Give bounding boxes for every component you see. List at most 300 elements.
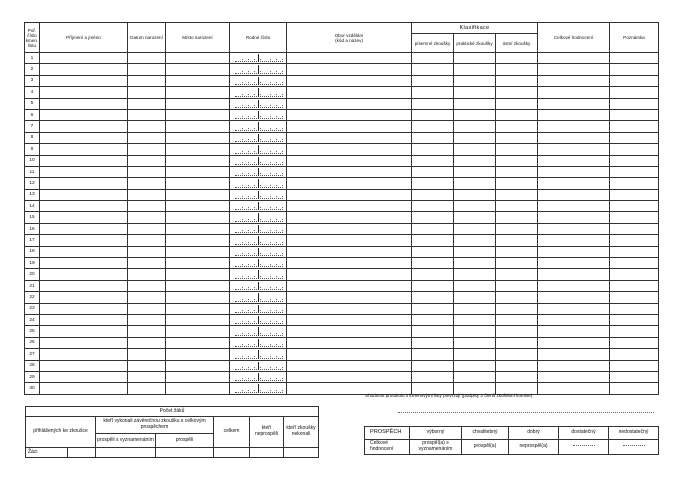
table-cell xyxy=(166,178,230,189)
table-cell xyxy=(610,223,659,234)
table-cell xyxy=(538,189,610,200)
table-cell xyxy=(166,326,230,337)
table-cell xyxy=(40,64,128,75)
table-cell xyxy=(40,178,128,189)
table-cell xyxy=(166,258,230,269)
table-cell xyxy=(496,235,538,246)
birth-number-cell xyxy=(230,371,287,382)
table-cell xyxy=(166,166,230,177)
table-cell xyxy=(538,292,610,303)
table-cell xyxy=(610,53,659,64)
header-passed: prospěli xyxy=(156,434,214,448)
table-cell xyxy=(538,155,610,166)
header-place-of-birth: Místo narození xyxy=(166,23,230,53)
table-cell xyxy=(454,155,496,166)
cell-empty xyxy=(214,448,250,458)
birth-number-cell xyxy=(230,75,287,86)
table-cell xyxy=(412,212,454,223)
table-cell xyxy=(538,303,610,314)
table-cell xyxy=(166,223,230,234)
table-row xyxy=(25,235,659,246)
row-number: 30 xyxy=(25,383,40,394)
table-cell xyxy=(454,360,496,371)
table-cell xyxy=(128,121,166,132)
table-row xyxy=(25,64,659,75)
table-row xyxy=(25,303,659,314)
table-row xyxy=(25,75,659,86)
table-cell xyxy=(454,75,496,86)
table-cell xyxy=(128,269,166,280)
table-cell xyxy=(454,349,496,360)
table-cell xyxy=(287,235,412,246)
row-number: 8 xyxy=(25,132,40,143)
table-cell xyxy=(454,235,496,246)
table-cell xyxy=(166,349,230,360)
cell-empty xyxy=(96,448,156,458)
table-cell xyxy=(287,201,412,212)
table-cell xyxy=(538,98,610,109)
table-cell xyxy=(166,132,230,143)
table-row xyxy=(25,189,659,200)
table-cell xyxy=(128,383,166,394)
header-field-title: Obor vzdělání xyxy=(334,32,364,38)
header-note: Poznámka xyxy=(610,23,659,53)
table-cell xyxy=(496,292,538,303)
table-cell xyxy=(454,121,496,132)
table-cell xyxy=(538,360,610,371)
table-cell xyxy=(454,337,496,348)
birth-number-cell xyxy=(230,314,287,325)
table-cell xyxy=(166,280,230,291)
row-label-pupils: Žáci xyxy=(26,448,68,458)
table-cell xyxy=(40,326,128,337)
table-cell xyxy=(287,75,412,86)
table-cell xyxy=(610,235,659,246)
table-row xyxy=(25,132,659,143)
table-cell xyxy=(128,371,166,382)
header-row-number: Poř. číslo kmen. listu xyxy=(25,23,40,53)
table-cell xyxy=(128,360,166,371)
table-cell xyxy=(287,64,412,75)
table-cell xyxy=(538,383,610,394)
table-cell xyxy=(287,166,412,177)
table-cell xyxy=(412,314,454,325)
table-cell xyxy=(40,223,128,234)
table-cell xyxy=(412,64,454,75)
header-surname: Příjmení a jméno xyxy=(40,23,128,53)
table-cell xyxy=(128,223,166,234)
table-cell xyxy=(128,303,166,314)
header-field-of-study xyxy=(287,23,412,53)
table-cell xyxy=(40,212,128,223)
header-total: celkem xyxy=(214,417,250,448)
table-cell xyxy=(412,98,454,109)
table-cell xyxy=(454,64,496,75)
table-cell xyxy=(287,360,412,371)
table-cell xyxy=(287,258,412,269)
birth-number-cell xyxy=(230,212,287,223)
table-cell xyxy=(538,64,610,75)
table-cell xyxy=(166,246,230,257)
table-cell xyxy=(412,360,454,371)
table-cell xyxy=(128,337,166,348)
table-cell xyxy=(454,87,496,98)
table-cell xyxy=(128,235,166,246)
table-cell xyxy=(166,371,230,382)
row-number: 26 xyxy=(25,337,40,348)
table-cell xyxy=(538,201,610,212)
table-row xyxy=(25,166,659,177)
row-number: 18 xyxy=(25,246,40,257)
table-cell xyxy=(412,269,454,280)
table-cell xyxy=(412,258,454,269)
birth-number-cell xyxy=(230,269,287,280)
table-cell xyxy=(128,280,166,291)
table-cell xyxy=(40,235,128,246)
table-cell xyxy=(287,337,412,348)
table-row xyxy=(25,337,659,348)
table-row xyxy=(25,178,659,189)
grade-chvalitebny: chvalitebný xyxy=(462,427,509,440)
pupil-count-table xyxy=(25,406,319,458)
table-cell xyxy=(538,212,610,223)
grade-dostatecny: dostatečný xyxy=(559,427,609,440)
table-cell xyxy=(496,109,538,120)
birth-number-cell xyxy=(230,223,287,234)
table-cell xyxy=(128,53,166,64)
table-cell xyxy=(412,132,454,143)
table-cell xyxy=(610,349,659,360)
table-cell xyxy=(496,371,538,382)
table-cell xyxy=(454,303,496,314)
table-cell xyxy=(610,132,659,143)
row-number: 27 xyxy=(25,349,40,360)
cell-empty xyxy=(284,448,319,458)
header-registered: přihlášených ke zkoušce xyxy=(26,417,96,448)
table-cell xyxy=(454,280,496,291)
table-cell xyxy=(538,246,610,257)
table-cell xyxy=(412,246,454,257)
table-cell xyxy=(496,314,538,325)
table-row xyxy=(25,269,659,280)
table-cell xyxy=(166,121,230,132)
table-cell xyxy=(166,53,230,64)
table-cell xyxy=(496,326,538,337)
table-cell xyxy=(412,201,454,212)
table-cell xyxy=(610,258,659,269)
table-row xyxy=(25,280,659,291)
table-cell xyxy=(538,144,610,155)
grade-nedostatecny: nedostatečný xyxy=(609,427,659,440)
table-cell xyxy=(454,292,496,303)
table-cell xyxy=(538,109,610,120)
birth-number-cell xyxy=(230,235,287,246)
table-cell xyxy=(40,280,128,291)
table-cell xyxy=(287,314,412,325)
table-cell xyxy=(287,280,412,291)
table-cell xyxy=(128,349,166,360)
table-cell xyxy=(128,132,166,143)
birth-number-cell xyxy=(230,121,287,132)
table-cell xyxy=(610,383,659,394)
birth-number-cell xyxy=(230,201,287,212)
table-cell xyxy=(128,64,166,75)
birth-number-cell xyxy=(230,246,287,257)
row-number: 13 xyxy=(25,189,40,200)
birth-number-cell xyxy=(230,98,287,109)
table-cell xyxy=(610,189,659,200)
table-cell xyxy=(166,75,230,86)
table-cell xyxy=(128,258,166,269)
table-cell xyxy=(454,212,496,223)
table-cell xyxy=(287,109,412,120)
birth-number-cell xyxy=(230,292,287,303)
table-cell xyxy=(40,132,128,143)
table-cell xyxy=(454,178,496,189)
table-cell xyxy=(412,349,454,360)
table-cell xyxy=(287,371,412,382)
table-cell xyxy=(610,246,659,257)
birth-number-cell xyxy=(230,349,287,360)
table-cell xyxy=(538,75,610,86)
table-cell xyxy=(128,144,166,155)
table-cell xyxy=(40,337,128,348)
table-row xyxy=(25,360,659,371)
table-cell xyxy=(412,280,454,291)
table-cell xyxy=(496,258,538,269)
table-cell xyxy=(287,303,412,314)
table-cell xyxy=(496,212,538,223)
table-row xyxy=(25,349,659,360)
table-cell xyxy=(610,178,659,189)
table-cell xyxy=(40,258,128,269)
table-cell xyxy=(412,303,454,314)
table-cell xyxy=(40,98,128,109)
table-cell xyxy=(454,314,496,325)
table-cell xyxy=(610,144,659,155)
table-cell xyxy=(128,109,166,120)
table-cell xyxy=(412,178,454,189)
table-cell xyxy=(454,246,496,257)
table-cell xyxy=(128,155,166,166)
register-table xyxy=(24,22,659,395)
table-cell xyxy=(496,155,538,166)
table-cell xyxy=(610,280,659,291)
table-cell xyxy=(40,246,128,257)
table-cell xyxy=(538,337,610,348)
table-cell xyxy=(610,201,659,212)
table-cell xyxy=(610,314,659,325)
table-cell xyxy=(496,246,538,257)
table-cell xyxy=(166,155,230,166)
table-cell xyxy=(610,121,659,132)
header-passed-with-honours: prospěli s vyznamenáním xyxy=(96,434,156,448)
header-oral-exam: ústní zkoušky xyxy=(496,34,538,53)
label-overall: Celkové hodnocení xyxy=(365,440,410,455)
table-cell xyxy=(538,178,610,189)
table-cell xyxy=(454,371,496,382)
table-cell xyxy=(454,223,496,234)
birth-number-cell xyxy=(230,166,287,177)
table-cell xyxy=(166,292,230,303)
table-cell xyxy=(538,223,610,234)
row-number: 12 xyxy=(25,178,40,189)
table-row xyxy=(25,246,659,257)
row-number: 7 xyxy=(25,121,40,132)
table-cell xyxy=(166,383,230,394)
row-number: 16 xyxy=(25,223,40,234)
table-cell xyxy=(40,371,128,382)
table-cell xyxy=(287,121,412,132)
table-cell xyxy=(412,371,454,382)
table-cell xyxy=(538,349,610,360)
table-cell xyxy=(128,98,166,109)
table-cell xyxy=(538,121,610,132)
row-number: 19 xyxy=(25,258,40,269)
table-cell xyxy=(610,98,659,109)
birth-number-cell xyxy=(230,258,287,269)
birth-number-cell xyxy=(230,303,287,314)
table-cell xyxy=(287,326,412,337)
table-cell xyxy=(128,314,166,325)
table-cell xyxy=(610,87,659,98)
row-number: 23 xyxy=(25,303,40,314)
birth-number-cell xyxy=(230,64,287,75)
row-number: 22 xyxy=(25,292,40,303)
table-cell xyxy=(128,87,166,98)
table-cell xyxy=(128,246,166,257)
table-cell xyxy=(287,53,412,64)
table-cell xyxy=(412,337,454,348)
table-row xyxy=(25,155,659,166)
table-cell xyxy=(166,337,230,348)
table-cell xyxy=(496,144,538,155)
row-number: 2 xyxy=(25,64,40,75)
table-cell xyxy=(496,121,538,132)
table-cell xyxy=(287,87,412,98)
table-cell xyxy=(128,212,166,223)
table-cell xyxy=(610,292,659,303)
table-cell xyxy=(412,87,454,98)
row-number: 3 xyxy=(25,75,40,86)
table-row xyxy=(25,201,659,212)
table-cell xyxy=(40,121,128,132)
table-cell xyxy=(40,144,128,155)
table-row xyxy=(25,292,659,303)
table-row xyxy=(25,383,659,394)
table-cell xyxy=(40,303,128,314)
table-cell xyxy=(128,201,166,212)
table-cell xyxy=(496,337,538,348)
header-passed-with-result: kteří vykonali závěrečnou zkoušku s celkovým prospěchem xyxy=(96,417,214,434)
row-number: 20 xyxy=(25,269,40,280)
table-cell xyxy=(496,98,538,109)
table-cell xyxy=(412,155,454,166)
table-cell xyxy=(610,360,659,371)
table-cell xyxy=(40,360,128,371)
table-cell xyxy=(412,144,454,155)
table-cell xyxy=(610,64,659,75)
table-cell xyxy=(40,109,128,120)
result-passed: prospěl(a) xyxy=(462,440,509,455)
verification-statement: Shodnost protokolu s kmenovými listy potvrzují (podpisy 2 členů zkušební komise): xyxy=(365,393,534,398)
table-cell xyxy=(166,201,230,212)
table-cell xyxy=(412,53,454,64)
table-cell xyxy=(496,269,538,280)
table-cell xyxy=(496,64,538,75)
table-cell xyxy=(454,258,496,269)
table-cell xyxy=(454,189,496,200)
row-number: 24 xyxy=(25,314,40,325)
table-cell xyxy=(287,144,412,155)
birth-number-cell xyxy=(230,53,287,64)
table-cell xyxy=(610,303,659,314)
table-cell xyxy=(166,98,230,109)
table-cell xyxy=(496,280,538,291)
table-cell xyxy=(496,223,538,234)
birth-number-cell xyxy=(230,155,287,166)
birth-number-cell xyxy=(230,144,287,155)
table-cell xyxy=(166,64,230,75)
table-cell xyxy=(610,326,659,337)
table-cell xyxy=(287,223,412,234)
table-cell xyxy=(287,189,412,200)
table-cell xyxy=(166,212,230,223)
table-cell xyxy=(412,223,454,234)
table-cell xyxy=(128,178,166,189)
birth-number-cell xyxy=(230,360,287,371)
table-cell xyxy=(454,166,496,177)
table-cell xyxy=(40,155,128,166)
row-number: 5 xyxy=(25,98,40,109)
header-failed: kteří neprospěli xyxy=(250,417,284,448)
table-cell xyxy=(40,87,128,98)
table-cell xyxy=(287,132,412,143)
table-cell xyxy=(287,178,412,189)
header-written-exam: písemné zkoušky xyxy=(412,34,454,53)
row-number: 17 xyxy=(25,235,40,246)
label-prospech: PROSPĚCH xyxy=(365,427,410,440)
table-cell xyxy=(610,371,659,382)
cell-empty xyxy=(68,448,96,458)
table-cell xyxy=(538,166,610,177)
birth-number-cell xyxy=(230,132,287,143)
cell-empty xyxy=(156,448,214,458)
table-cell xyxy=(610,212,659,223)
table-cell xyxy=(538,235,610,246)
table-row xyxy=(25,212,659,223)
table-cell xyxy=(610,166,659,177)
row-number: 28 xyxy=(25,360,40,371)
table-row xyxy=(25,121,659,132)
table-cell xyxy=(40,75,128,86)
table-cell xyxy=(454,269,496,280)
header-overall: Celkové hodnocení xyxy=(538,23,610,53)
result-with-honours: prospěl(a) s vyznamenáním xyxy=(410,440,462,455)
pupil-count-title: Počet žáků xyxy=(26,407,319,417)
table-cell xyxy=(610,109,659,120)
table-cell xyxy=(496,189,538,200)
table-cell xyxy=(538,326,610,337)
row-number: 10 xyxy=(25,155,40,166)
row-number: 1 xyxy=(25,53,40,64)
header-not-taken: kteří zkoušky nekonali xyxy=(284,417,319,448)
row-number: 6 xyxy=(25,109,40,120)
table-row xyxy=(25,87,659,98)
table-cell xyxy=(166,314,230,325)
table-cell xyxy=(412,75,454,86)
table-row xyxy=(25,53,659,64)
